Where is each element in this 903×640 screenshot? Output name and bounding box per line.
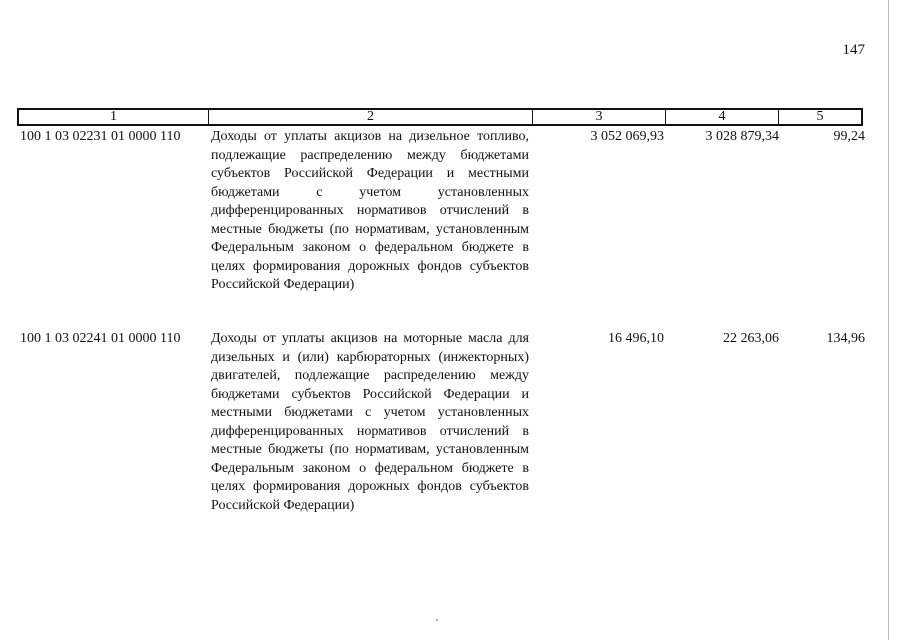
row-code: 100 1 03 02241 01 0000 110 [20,331,181,346]
row-value-col3: 16 496,10 [608,331,664,346]
header-col-1: 1 [19,110,209,124]
page-number: 147 [842,42,865,58]
row-value-col5: 134,96 [826,331,865,346]
table-header [17,108,863,126]
row-description: Доходы от уплаты акцизов на моторные масла для дизельных и (или) карбюраторных (инжекторных) двигателей, подлежащие распределению между бюджетами субъектов Российской Федерации и местными бюджетами с учетом установленных дифференцированных нормативов отчислений в местные бюджеты (по нормативам, установленным Федеральным законом о федеральном бюджете в целях формирования дорожных фондов субъектов Российской Федерации) [211,331,529,513]
scan-speck [436,619,438,621]
header-col-5: 5 [816,109,824,124]
row-value-col5: 99,24 [833,129,865,144]
row-code: 100 1 03 02231 01 0000 110 [20,129,181,144]
header-col-2: 2 [209,110,533,124]
page-edge-line [888,0,889,640]
header-col-4: 4 [666,110,779,124]
row-value-col3: 3 052 069,93 [590,129,664,144]
row-value-col4: 22 263,06 [723,331,779,346]
row-value-col4: 3 028 879,34 [705,129,779,144]
header-col-3: 3 [533,110,666,124]
row-description: Доходы от уплаты акцизов на дизельное топливо, подлежащие распределению между бюджетами субъектов Российской Федерации и местными бюджетами с учетом установленных дифференцированных нормативов отчислений в местные бюджеты (по нормативам, установленным Федеральным законом о федеральном бюджете в целях формирования дорожных фондов субъектов Российской Федерации) [211,129,529,292]
